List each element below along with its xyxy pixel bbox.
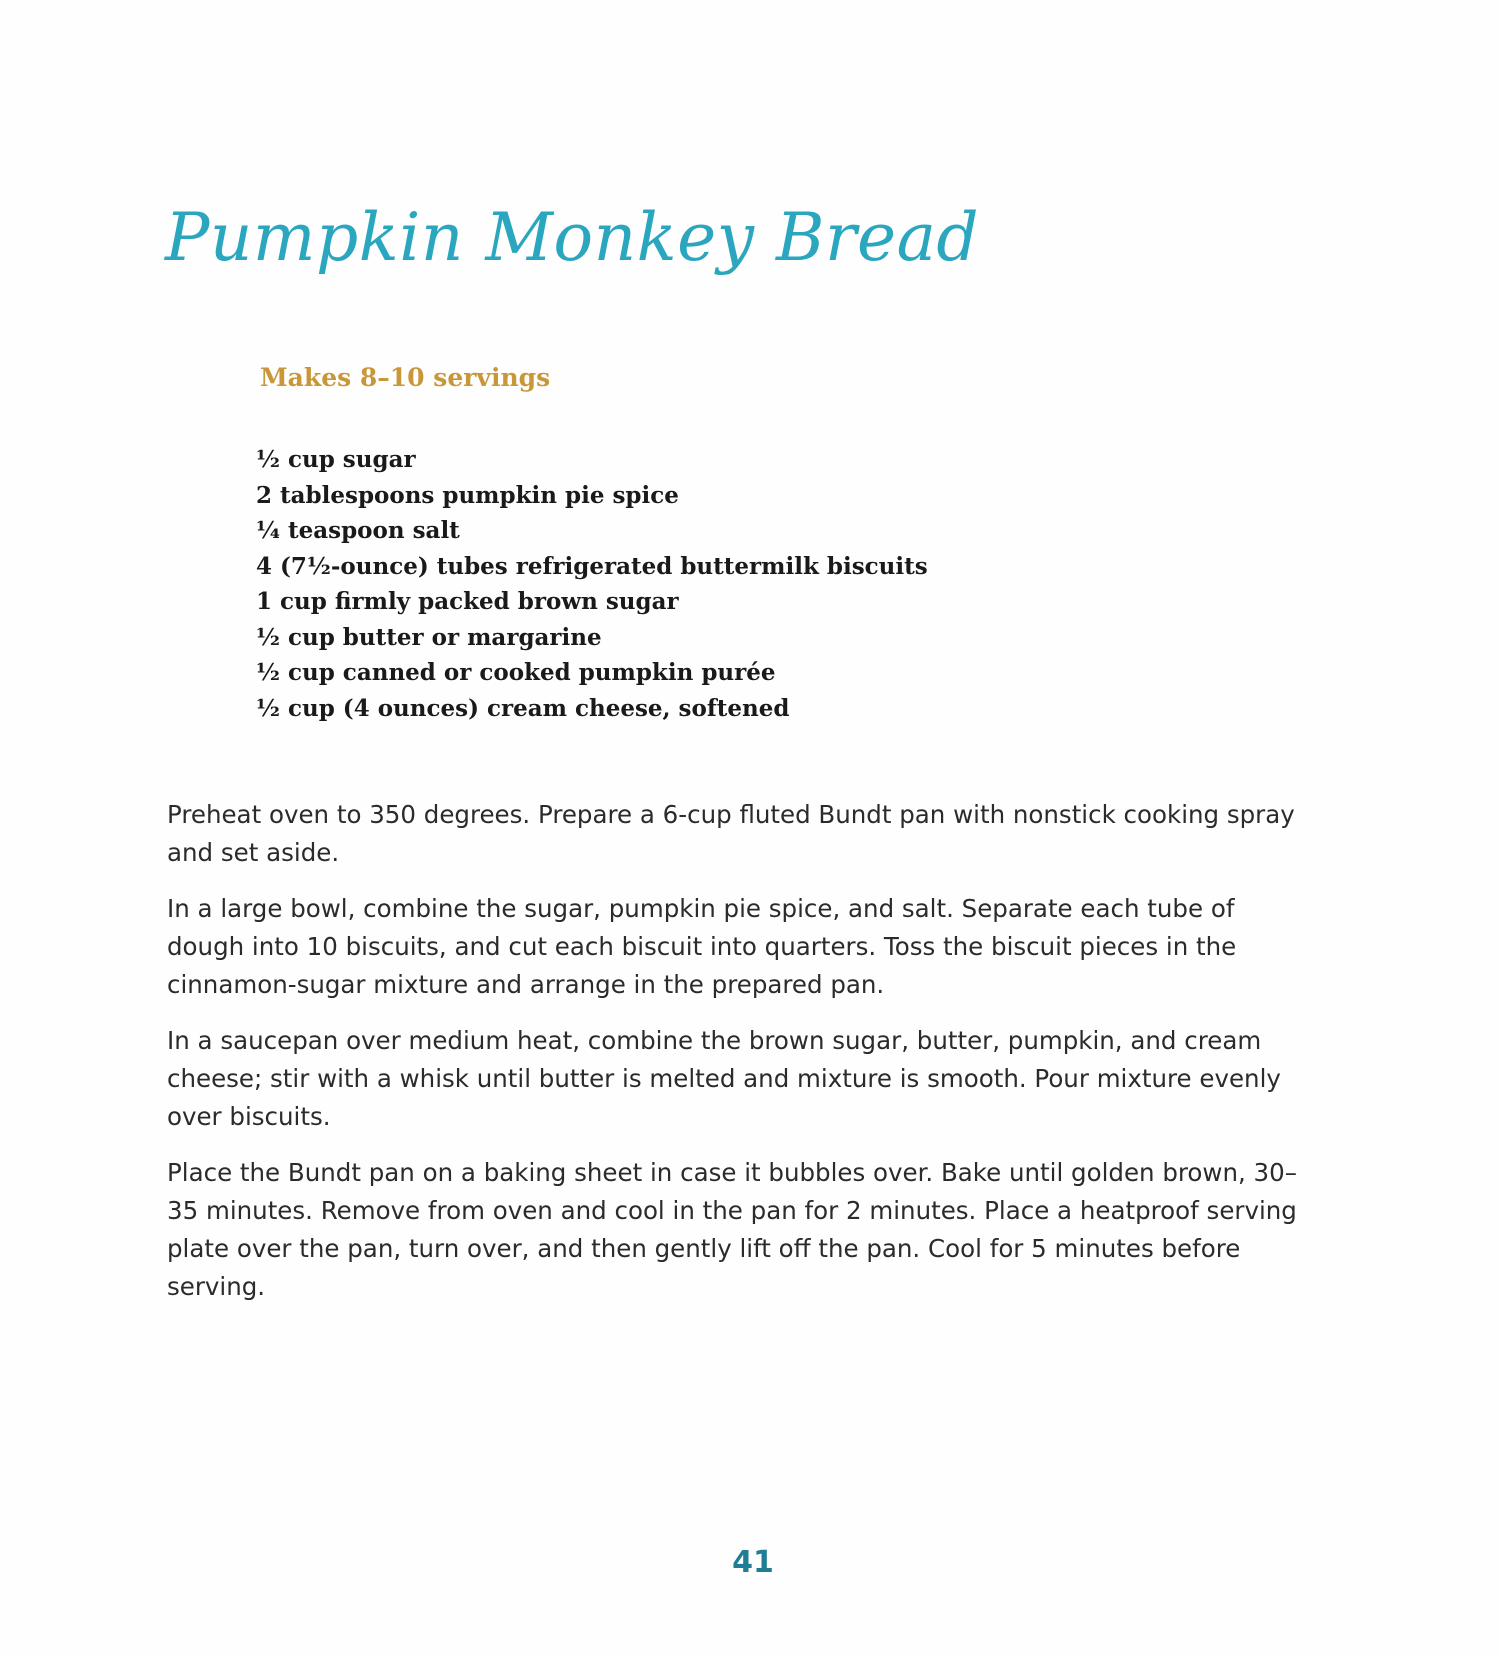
- instruction-paragraph: In a large bowl, combine the sugar, pumpkin pie spice, and salt. Separate each tube of dough into 10 biscuits, and cut each biscuit into quarters. Toss the biscuit pieces in the cinnamon-sugar mixture and arrange in the prepared pan.: [167, 894, 1237, 999]
- page-number: [0, 1545, 1500, 1580]
- ingredient-item: 4 (7½-ounce) tubes refrigerated buttermilk biscuits: [256, 552, 928, 580]
- instruction-paragraph: Preheat oven to 350 degrees. Prepare a 6-cup fluted Bundt pan with nonstick cooking spray and set aside.: [167, 800, 1295, 867]
- ingredient-item: ¼ teaspoon salt: [256, 517, 460, 544]
- ingredient-item: ½ cup canned or cooked pumpkin purée: [256, 659, 776, 686]
- ingredient-item: 1 cup firmly packed brown sugar: [256, 588, 679, 615]
- recipe-title: Pumpkin Monkey Bread: [165, 199, 980, 276]
- ingredient-item: ½ cup butter or margarine: [256, 623, 602, 651]
- ingredient-item: 2 tablespoons pumpkin pie spice: [256, 481, 679, 509]
- servings-note: Makes 8–10 servings: [260, 363, 551, 392]
- page-number-text: 41: [732, 1545, 774, 1580]
- instruction-paragraph: In a saucepan over medium heat, combine the brown sugar, butter, pumpkin, and cream cheese; stir with a whisk until butter is melted and mixture is smooth. Pour mixture evenly over biscuits.: [167, 1026, 1281, 1131]
- instruction-paragraph: Place the Bundt pan on a baking sheet in case it bubbles over. Bake until golden brown, 30–35 minutes. Remove from oven and cool in the pan for 2 minutes. Place a heatproof serving plate over the pan, turn over, and then gently lift off the pan. Cool for 5 minutes before serving.: [167, 1158, 1297, 1301]
- ingredient-item: ½ cup sugar: [256, 446, 416, 473]
- ingredient-item: ½ cup (4 ounces) cream cheese, softened: [256, 694, 790, 722]
- ingredient-list: [256, 442, 928, 726]
- instructions: [167, 796, 1317, 1324]
